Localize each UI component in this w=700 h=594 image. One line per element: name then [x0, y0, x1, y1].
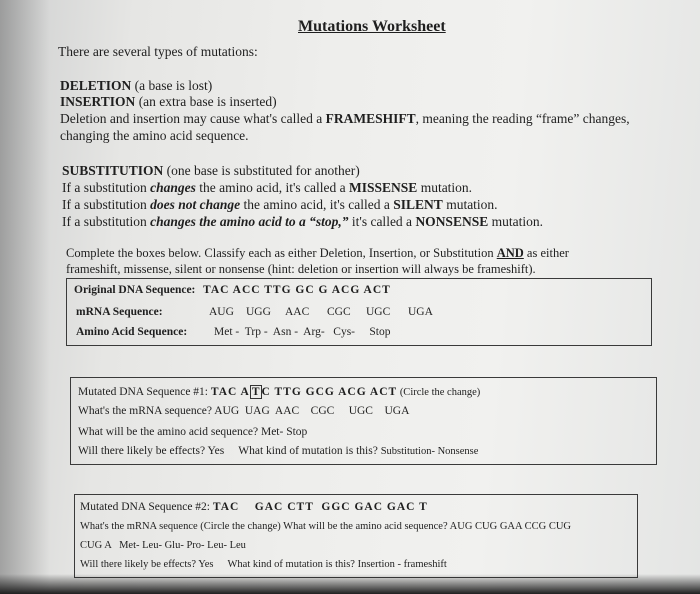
original-aa-label: Amino Acid Sequence:	[76, 326, 188, 338]
intro-text: There are several types of mutations:	[58, 44, 258, 59]
original-mrna-codon: CGC	[327, 306, 351, 318]
missense-c: mutation.	[417, 180, 473, 195]
mutation-2-effects-line	[80, 559, 447, 570]
instructions-line-2: frameshift, missense, silent or nonsense (hint: deletion or insertion will always be frameshift).	[66, 262, 536, 276]
mutation-2-kind-answer: Insertion - frameshift	[357, 559, 447, 570]
frameshift-line-2: changing the amino acid sequence.	[60, 128, 249, 143]
instructions-a: Complete the boxes below. Classify each as either Deletion, Insertion, or Substitution	[66, 246, 497, 260]
mutation-2-label: Mutated DNA Sequence #2:	[80, 501, 213, 513]
mutation-1-effects-question: Will there likely be effects?	[78, 445, 208, 457]
deletion-line	[60, 78, 212, 94]
nonsense-em: changes the amino acid to a “stop,”	[150, 214, 349, 229]
mutation-1-effects-answer: Yes	[207, 445, 225, 457]
mutation-1-mrna-question: What's the mRNA sequence?	[78, 405, 215, 417]
silent-em: does not change	[150, 197, 241, 212]
mutation-2-aa-line: CUG A Met- Leu- Glu- Pro- Leu- Leu	[80, 540, 246, 551]
insertion-line	[60, 94, 277, 110]
mutation-1-label: Mutated DNA Sequence #1:	[78, 386, 211, 398]
mutation-2-mrna-question: What's the mRNA sequence (Circle the change) What will be the amino acid sequence?	[80, 521, 450, 532]
page-shadow-left	[0, 0, 50, 594]
insertion-desc: (an extra base is inserted)	[135, 94, 277, 109]
substitution-term: SUBSTITUTION	[62, 163, 164, 178]
instructions-and: AND	[496, 246, 524, 260]
frameshift-term: FRAMESHIFT	[325, 111, 416, 126]
original-mrna-codon: UGG	[246, 306, 271, 318]
nonsense-line	[62, 214, 543, 230]
silent-c: mutation.	[442, 197, 498, 212]
mutation-1-dna-line	[78, 385, 480, 399]
mutation-1-effects-line	[78, 445, 478, 457]
mutation-2-effects-answer: Yes	[198, 559, 214, 570]
original-aa-value: Met - Trp - Asn - Arg- Cys- Stop	[214, 326, 391, 338]
missense-a: If a substitution	[62, 180, 151, 195]
mutation-1-aa-answer: Met- Stop	[260, 426, 308, 438]
page-shadow-bottom	[0, 574, 700, 594]
nonsense-b: it's called a	[348, 214, 416, 229]
substitution-line	[62, 163, 360, 179]
silent-line	[62, 197, 498, 213]
original-mrna-codon: UGC	[366, 306, 391, 318]
frameshift-text-a: Deletion and insertion may cause what's called a	[60, 111, 326, 126]
mutation-2-effects-question: Will there likely be effects?	[80, 559, 199, 570]
mutation-1-aa-question: What will be the amino acid sequence?	[78, 426, 261, 438]
original-mrna-codon: UGA	[408, 306, 433, 318]
original-dna-value: TAC ACC TTG GC G ACG ACT	[203, 284, 391, 296]
mutation-2-mrna-answer: AUG CUG GAA CCG CUG	[449, 521, 572, 532]
mutation-1-note: (Circle the change)	[397, 387, 481, 398]
instructions-line-1	[66, 246, 569, 261]
page-title: Mutations Worksheet	[298, 18, 446, 35]
mutation-2-kind-question: What kind of mutation is this?	[227, 559, 358, 570]
frameshift-text-b: , meaning the reading “frame” changes,	[415, 111, 630, 126]
instructions-b: as either	[523, 246, 569, 260]
silent-b: the amino acid, it's called a	[240, 197, 394, 212]
mutation-1-seq-b: C TTG GCG ACG ACT	[261, 386, 398, 398]
mutation-2-dna-line	[80, 501, 428, 513]
deletion-term: DELETION	[60, 78, 132, 93]
nonsense-c: mutation.	[488, 214, 543, 229]
substitution-desc: (one base is substituted for another)	[163, 163, 360, 178]
missense-line	[62, 180, 472, 196]
nonsense-a: If a substitution	[62, 214, 151, 229]
insertion-term: INSERTION	[60, 94, 136, 109]
mutation-2-seq: TAC GAC CTT GGC GAC GAC T	[212, 501, 428, 513]
missense-em: changes	[150, 180, 196, 195]
deletion-desc: (a base is lost)	[131, 78, 213, 93]
frameshift-line-1	[60, 111, 630, 127]
mutation-1-mrna-line	[78, 405, 409, 417]
mutation-1-kind-question: What kind of mutation is this?	[238, 445, 381, 457]
original-dna-label: Original DNA Sequence:	[74, 284, 196, 296]
original-mrna-codon: AAC	[285, 306, 310, 318]
mutation-1-aa-line	[78, 426, 307, 438]
silent-term: SILENT	[393, 197, 443, 212]
mutation-1-kind-answer: Substitution- Nonsense	[380, 446, 479, 457]
mutation-2-mrna-line	[80, 521, 571, 532]
missense-term: MISSENSE	[349, 180, 418, 195]
original-mrna-codon: AUG	[209, 306, 234, 318]
silent-a: If a substitution	[62, 197, 151, 212]
mutation-1-seq-a: TAC A	[210, 386, 250, 398]
mutation-1-mrna-answer: AUG UAG AAC CGC UGC UGA	[214, 405, 410, 417]
mutation-1-circled-base: T	[251, 386, 260, 398]
nonsense-term: NONSENSE	[415, 214, 489, 229]
original-mrna-label: mRNA Sequence:	[76, 306, 163, 318]
missense-b: the amino acid, it's called a	[195, 180, 350, 195]
